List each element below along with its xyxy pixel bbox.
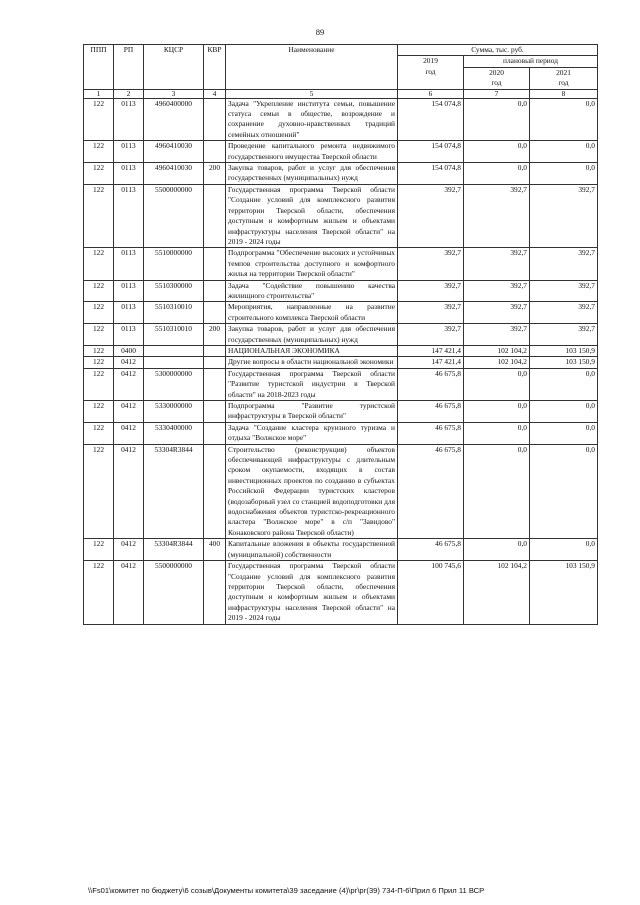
table-row xyxy=(84,302,598,324)
cell-2021: 392,7 xyxy=(530,184,598,247)
cell-kvr xyxy=(204,302,226,324)
cell-2021: 0,0 xyxy=(530,163,598,185)
cell-rp: 0412 xyxy=(114,357,144,368)
cell-name: Подпрограмма "Развитие туристской инфраструктуры в Тверской области" xyxy=(226,401,398,423)
table-row xyxy=(84,561,598,624)
table-row xyxy=(84,141,598,163)
budget-table xyxy=(83,44,598,625)
table-row xyxy=(84,444,598,539)
cell-kcsr: 4960400000 xyxy=(144,98,204,141)
cell-kcsr: 4960410030 xyxy=(144,163,204,185)
cell-2021: 0,0 xyxy=(530,368,598,400)
cell-kcsr: 5500000000 xyxy=(144,184,204,247)
cell-kvr: 400 xyxy=(204,539,226,561)
cell-ppp: 122 xyxy=(84,422,114,444)
header-2020: 2020 год xyxy=(464,67,530,89)
cell-2021: 392,7 xyxy=(530,280,598,302)
cell-kcsr: 5500000000 xyxy=(144,561,204,624)
cell-2019: 392,7 xyxy=(398,280,464,302)
table-row xyxy=(84,357,598,368)
cell-name: Закупка товаров, работ и услуг для обеспечения государственных (муниципальных) нужд xyxy=(226,324,398,346)
header-rp: РП xyxy=(114,45,144,90)
cell-kvr: 200 xyxy=(204,163,226,185)
cell-kvr xyxy=(204,368,226,400)
cell-name: Закупка товаров, работ и услуг для обеспечения государственных (муниципальных) нужд xyxy=(226,163,398,185)
cell-2020: 102 104,2 xyxy=(464,561,530,624)
cell-2020: 0,0 xyxy=(464,141,530,163)
cell-2021: 0,0 xyxy=(530,141,598,163)
cell-name: Задача "Содействие повышению качества жилищного строительства" xyxy=(226,280,398,302)
header-kcsr: КЦСР xyxy=(144,45,204,90)
cell-2021: 0,0 xyxy=(530,401,598,423)
cell-kvr xyxy=(204,98,226,141)
cell-2019: 46 675,8 xyxy=(398,539,464,561)
cell-2021: 392,7 xyxy=(530,324,598,346)
cell-kcsr: 4960410030 xyxy=(144,141,204,163)
cell-rp: 0113 xyxy=(114,248,144,280)
cell-2021: 392,7 xyxy=(530,248,598,280)
cell-kvr xyxy=(204,401,226,423)
header-ppp: ППП xyxy=(84,45,114,90)
cell-2021: 103 150,9 xyxy=(530,345,598,356)
cell-ppp: 122 xyxy=(84,444,114,539)
cell-rp: 0113 xyxy=(114,324,144,346)
header-kvr: КВР xyxy=(204,45,226,90)
cell-2019: 154 074,8 xyxy=(398,163,464,185)
cell-rp: 0412 xyxy=(114,422,144,444)
cell-name: Мероприятия, направленные на развитие строительного комплекса Тверской области xyxy=(226,302,398,324)
cell-2019: 46 675,8 xyxy=(398,422,464,444)
cell-name: Задача "Укрепление института семьи, повышение статуса семьи в обществе, возрождение и сохранение духовно-нравственных традиций семейных отношений" xyxy=(226,98,398,141)
table-row xyxy=(84,184,598,247)
cell-kcsr: 5330000000 xyxy=(144,401,204,423)
cell-kcsr: 53304R3844 xyxy=(144,444,204,539)
cell-2019: 46 675,8 xyxy=(398,444,464,539)
cell-2020: 392,7 xyxy=(464,184,530,247)
header-sum: Сумма, тыс. руб. xyxy=(398,45,598,56)
table-row xyxy=(84,163,598,185)
cell-rp: 0113 xyxy=(114,184,144,247)
table-row xyxy=(84,280,598,302)
cell-2020: 392,7 xyxy=(464,280,530,302)
cell-ppp: 122 xyxy=(84,401,114,423)
header-planned-period: плановый период xyxy=(464,56,598,67)
cell-name: Проведение капитального ремонта недвижимого государственного имущества Тверской области xyxy=(226,141,398,163)
cell-2019: 147 421,4 xyxy=(398,357,464,368)
column-number: 4 xyxy=(204,89,226,98)
cell-kvr xyxy=(204,184,226,247)
column-number: 3 xyxy=(144,89,204,98)
column-number: 1 xyxy=(84,89,114,98)
cell-kvr: 200 xyxy=(204,324,226,346)
cell-rp: 0412 xyxy=(114,401,144,423)
cell-name: Государственная программа Тверской области "Создание условий для комплексного развития территории Тверской области, обеспечения доступным и комфортным жильем и объектами инфраструктуры населения Тверской области" на 2019 - 2024 годы xyxy=(226,561,398,624)
table-row xyxy=(84,345,598,356)
cell-ppp: 122 xyxy=(84,561,114,624)
cell-name: Капитальные вложения в объекты государственной (муниципальной) собственности xyxy=(226,539,398,561)
cell-2019: 147 421,4 xyxy=(398,345,464,356)
cell-2019: 100 745,6 xyxy=(398,561,464,624)
cell-kvr xyxy=(204,357,226,368)
cell-2019: 392,7 xyxy=(398,324,464,346)
cell-2019: 154 074,8 xyxy=(398,98,464,141)
table-row xyxy=(84,324,598,346)
cell-rp: 0400 xyxy=(114,345,144,356)
cell-ppp: 122 xyxy=(84,345,114,356)
cell-2021: 103 150,9 xyxy=(530,357,598,368)
cell-kvr xyxy=(204,561,226,624)
cell-ppp: 122 xyxy=(84,357,114,368)
table-row xyxy=(84,98,598,141)
cell-2020: 102 104,2 xyxy=(464,357,530,368)
cell-rp: 0412 xyxy=(114,368,144,400)
cell-2021: 392,7 xyxy=(530,302,598,324)
cell-2019: 154 074,8 xyxy=(398,141,464,163)
cell-kvr xyxy=(204,444,226,539)
cell-kcsr: 5330400000 xyxy=(144,422,204,444)
cell-2021: 103 150,9 xyxy=(530,561,598,624)
cell-2020: 0,0 xyxy=(464,422,530,444)
cell-rp: 0113 xyxy=(114,163,144,185)
file-path-footer: \\Fs01\комитет по бюджету\6 созыв\Документы комитета\39 заседание (4)\рг\рг(39) 734-П-6\Прил 6 Прил 11 ВСР xyxy=(88,886,485,895)
cell-kcsr xyxy=(144,357,204,368)
cell-kcsr: 5510000000 xyxy=(144,248,204,280)
cell-rp: 0113 xyxy=(114,280,144,302)
table-row xyxy=(84,248,598,280)
cell-ppp: 122 xyxy=(84,368,114,400)
cell-2021: 0,0 xyxy=(530,98,598,141)
cell-kvr xyxy=(204,422,226,444)
table-row xyxy=(84,401,598,423)
cell-rp: 0113 xyxy=(114,98,144,141)
cell-2020: 102 104,2 xyxy=(464,345,530,356)
cell-name: Подпрограмма "Обеспечение высоких и устойчивых темпов строительства доступного и комфортного жилья на территории Тверской области" xyxy=(226,248,398,280)
cell-2020: 392,7 xyxy=(464,302,530,324)
table-row xyxy=(84,539,598,561)
cell-rp: 0412 xyxy=(114,539,144,561)
cell-ppp: 122 xyxy=(84,163,114,185)
cell-2020: 392,7 xyxy=(464,324,530,346)
cell-kcsr xyxy=(144,345,204,356)
cell-name: Государственная программа Тверской области "Развитие туристской индустрии в Тверской области" на 2018-2023 годы xyxy=(226,368,398,400)
column-number: 6 xyxy=(398,89,464,98)
cell-2020: 0,0 xyxy=(464,98,530,141)
cell-rp: 0113 xyxy=(114,302,144,324)
cell-ppp: 122 xyxy=(84,324,114,346)
cell-rp: 0113 xyxy=(114,141,144,163)
cell-name: Задача "Создание кластера круизного туризма и отдыха "Волжское море" xyxy=(226,422,398,444)
cell-2021: 0,0 xyxy=(530,422,598,444)
cell-name: НАЦИОНАЛЬНАЯ ЭКОНОМИКА xyxy=(226,345,398,356)
cell-kvr xyxy=(204,280,226,302)
cell-name: Строительство (реконструкция) объектов обеспечивающей инфраструктуры с длительным сроком окупаемости, входящих в состав инвестиционных проектов по созданию в субъектах Российской Федерации туристских кластеров (водозаборный узел со станцией водоподготовки для водоснабжения объектов туристско-рекреационного кластера "Волжское море" в с/п "Завидово" Конаковского района Тверской области) xyxy=(226,444,398,539)
cell-ppp: 122 xyxy=(84,280,114,302)
cell-2019: 392,7 xyxy=(398,184,464,247)
cell-2019: 46 675,8 xyxy=(398,401,464,423)
cell-kcsr: 5300000000 xyxy=(144,368,204,400)
header-2019: 2019 год xyxy=(398,56,464,89)
cell-ppp: 122 xyxy=(84,539,114,561)
cell-ppp: 122 xyxy=(84,98,114,141)
column-number: 8 xyxy=(530,89,598,98)
cell-2021: 0,0 xyxy=(530,444,598,539)
cell-2020: 0,0 xyxy=(464,401,530,423)
cell-2019: 392,7 xyxy=(398,302,464,324)
cell-2020: 0,0 xyxy=(464,163,530,185)
cell-rp: 0412 xyxy=(114,561,144,624)
cell-kcsr: 5510300000 xyxy=(144,280,204,302)
cell-ppp: 122 xyxy=(84,141,114,163)
table-row xyxy=(84,368,598,400)
page-number: 89 xyxy=(315,27,325,37)
cell-kcsr: 53304R3844 xyxy=(144,539,204,561)
column-number: 2 xyxy=(114,89,144,98)
cell-kvr xyxy=(204,345,226,356)
column-number: 7 xyxy=(464,89,530,98)
cell-kcsr: 5510310010 xyxy=(144,324,204,346)
column-number-row xyxy=(84,89,598,98)
cell-name: Государственная программа Тверской области "Создание условий для комплексного развития территории Тверской области, обеспечения доступным и комфортным жильем и объектами инфраструктуры населения Тверской области" на 2019 - 2024 годы xyxy=(226,184,398,247)
cell-name: Другие вопросы в области национальной экономики xyxy=(226,357,398,368)
cell-ppp: 122 xyxy=(84,248,114,280)
cell-rp: 0412 xyxy=(114,444,144,539)
cell-kvr xyxy=(204,141,226,163)
cell-2019: 46 675,8 xyxy=(398,368,464,400)
table-row xyxy=(84,422,598,444)
cell-2020: 0,0 xyxy=(464,444,530,539)
cell-2020: 0,0 xyxy=(464,368,530,400)
cell-ppp: 122 xyxy=(84,302,114,324)
cell-2021: 0,0 xyxy=(530,539,598,561)
header-2021: 2021 год xyxy=(530,67,598,89)
cell-kvr xyxy=(204,248,226,280)
header-name: Наименование xyxy=(226,45,398,90)
cell-2020: 392,7 xyxy=(464,248,530,280)
cell-ppp: 122 xyxy=(84,184,114,247)
column-number: 5 xyxy=(226,89,398,98)
cell-kcsr: 5510310010 xyxy=(144,302,204,324)
cell-2020: 0,0 xyxy=(464,539,530,561)
cell-2019: 392,7 xyxy=(398,248,464,280)
